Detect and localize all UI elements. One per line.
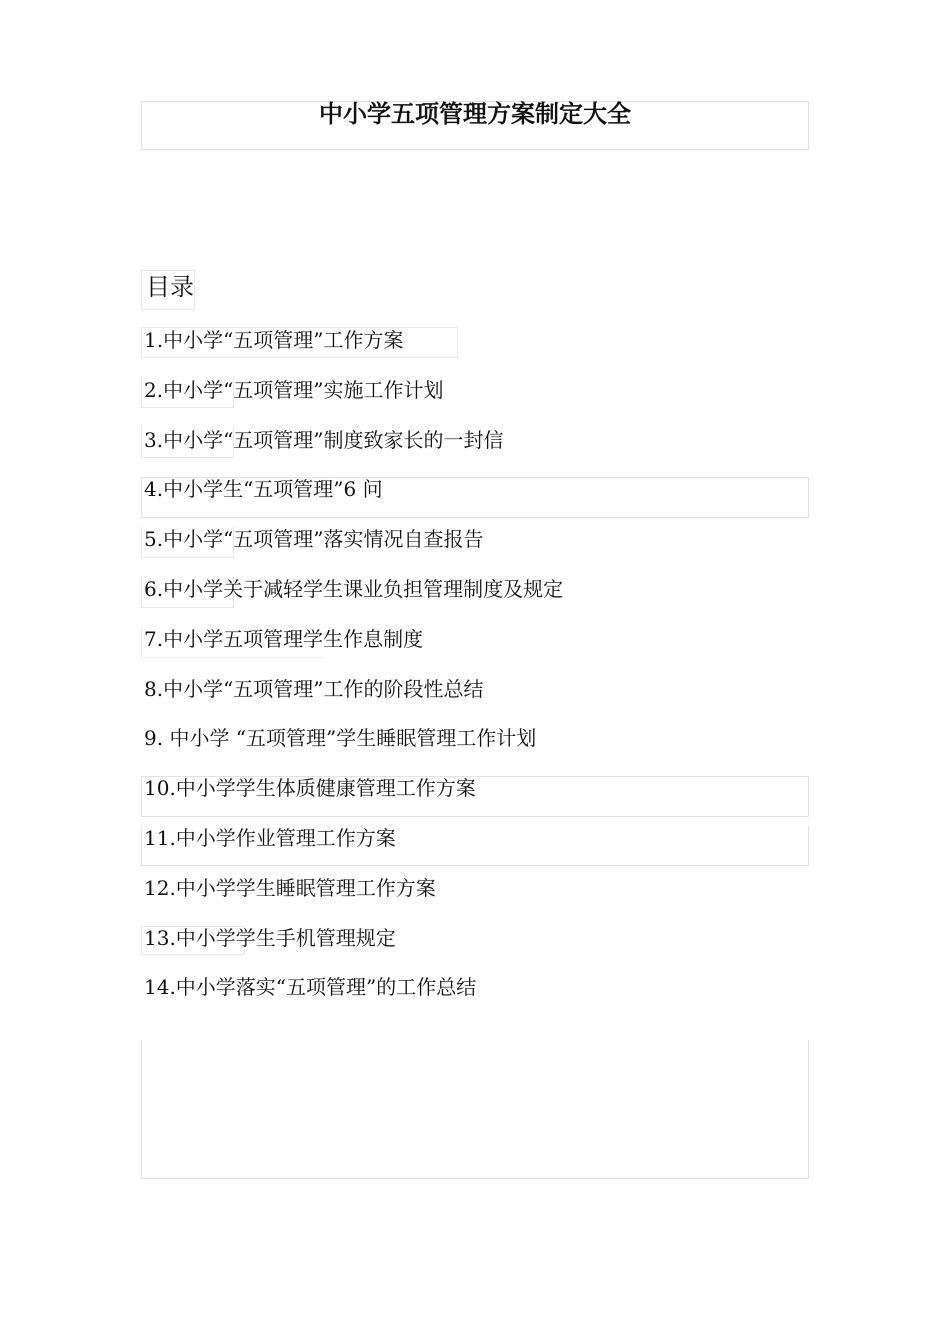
- toc-item-13[interactable]: 13.中小学学生手机管理规定: [144, 926, 396, 950]
- toc-heading: 目录: [146, 273, 194, 301]
- toc-item-11[interactable]: 11.中小学作业管理工作方案: [144, 826, 396, 850]
- blank-frame: [141, 1040, 809, 1179]
- toc-item-5[interactable]: 5.中小学“五项管理”落实情况自查报告: [144, 527, 484, 551]
- toc-item-6[interactable]: 6.中小学关于减轻学生课业负担管理制度及规定: [144, 577, 564, 601]
- toc-item-4[interactable]: 4.中小学生“五项管理”6 问: [144, 477, 383, 501]
- toc-item-9[interactable]: 9. 中小学 “五项管理”学生睡眠管理工作计划: [144, 726, 537, 750]
- toc-item-14[interactable]: 14.中小学落实“五项管理”的工作总结: [144, 975, 477, 999]
- toc-item-10[interactable]: 10.中小学学生体质健康管理工作方案: [144, 776, 476, 800]
- toc-item-2[interactable]: 2.中小学“五项管理”实施工作计划: [144, 378, 444, 402]
- document-title: 中小学五项管理方案制定大全: [319, 100, 631, 128]
- toc-item-12[interactable]: 12.中小学学生睡眠管理工作方案: [144, 876, 436, 900]
- toc-item-3[interactable]: 3.中小学“五项管理”制度致家长的一封信: [144, 428, 504, 452]
- toc-item-8[interactable]: 8.中小学“五项管理”工作的阶段性总结: [144, 677, 484, 701]
- toc-item-1[interactable]: 1.中小学“五项管理”工作方案: [144, 328, 404, 352]
- toc-item-7[interactable]: 7.中小学五项管理学生作息制度: [144, 627, 424, 651]
